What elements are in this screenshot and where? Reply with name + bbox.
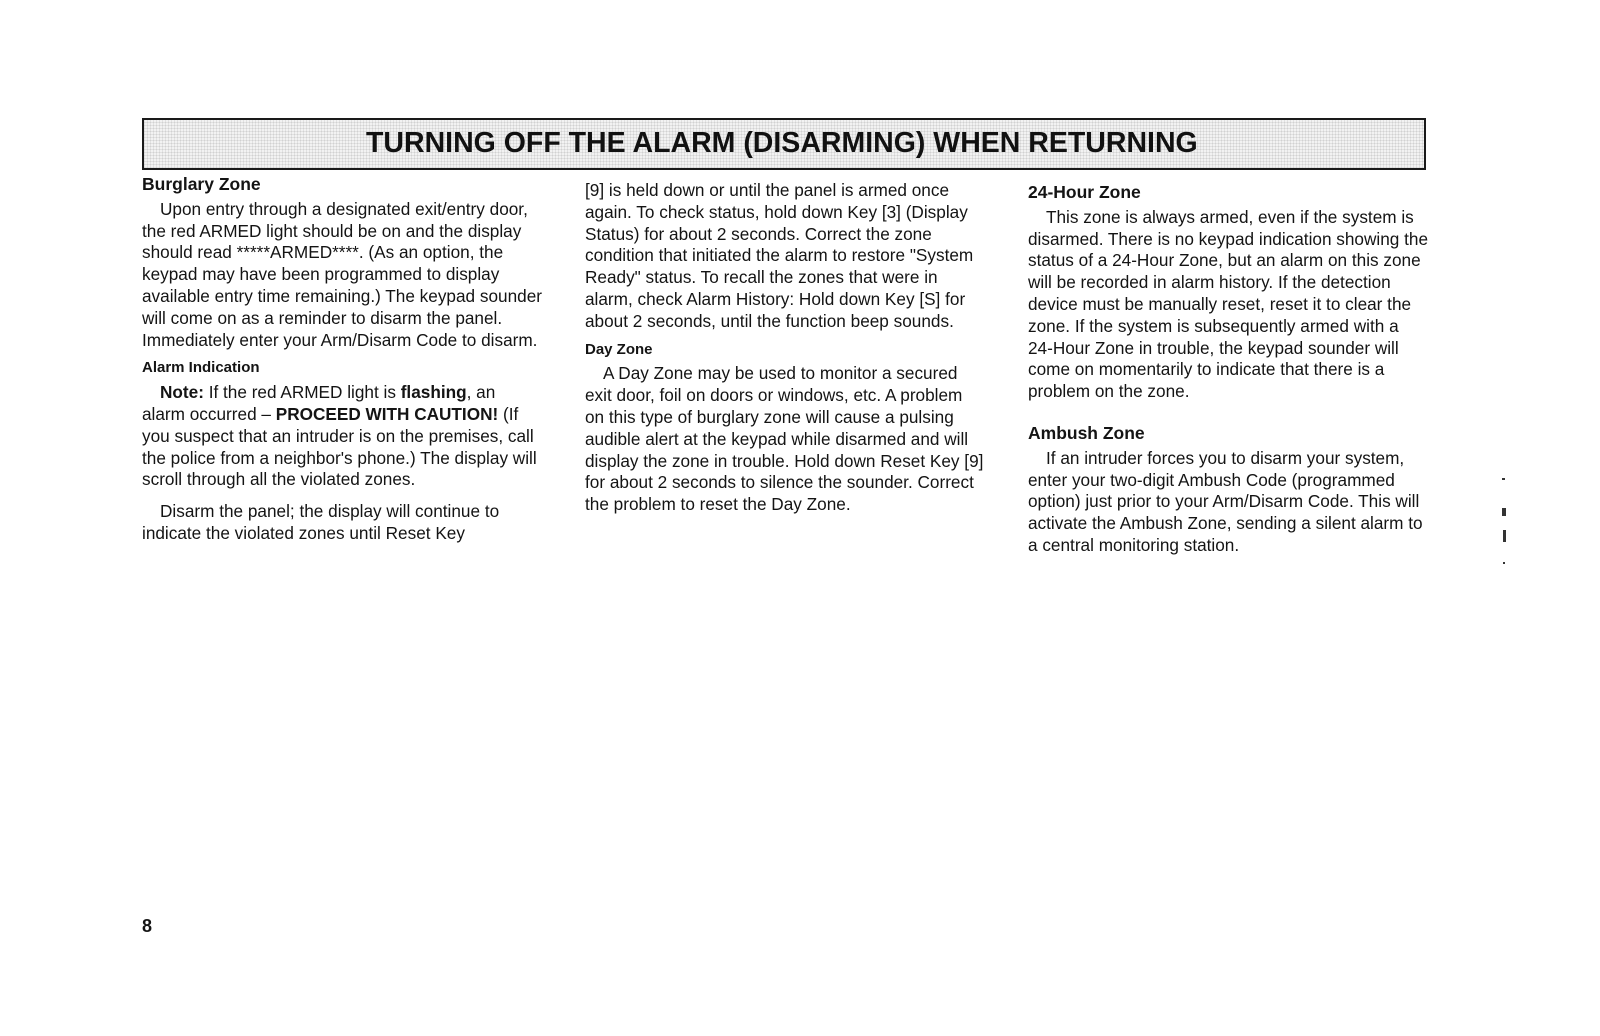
scan-mark bbox=[1503, 562, 1505, 564]
ambush-zone-heading: Ambush Zone bbox=[1028, 422, 1145, 443]
column-right bbox=[1028, 182, 1428, 557]
alarm-indication-heading: Alarm Indication bbox=[142, 359, 260, 377]
scan-mark bbox=[1503, 530, 1506, 542]
day-zone-paragraph: A Day Zone may be used to monitor a secured exit door, foil on doors or windows, etc. A problem on this type of burglary zone will cause a pulsing audible alert at the keypad while disarmed and will display the zone in trouble. Hold down Reset Key [9] for about 2 seconds to silence the sounder. Correct the problem to reset the Day Zone. bbox=[585, 363, 984, 515]
ambush-zone-paragraph: If an intruder forces you to disarm your system, enter your two-digit Ambush Code (programmed option) just prior to your Arm/Disarm Code. This will activate the Ambush Zone, sending a silent alarm to a central monitoring station. bbox=[1028, 447, 1423, 555]
disarm-paragraph: Disarm the panel; the display will continue to indicate the violated zones until Reset Key bbox=[142, 501, 500, 543]
scan-margin-marks bbox=[1500, 478, 1508, 568]
page-number: 8 bbox=[142, 916, 153, 936]
note-flashing-word: flashing bbox=[400, 382, 467, 403]
note-text-part-1: If the red ARMED light is bbox=[203, 382, 401, 403]
burglary-zone-heading: Burglary Zone bbox=[142, 174, 261, 194]
continued-paragraph: [9] is held down or until the panel is armed once again. To check status, hold down Key [3] (Display Status) for about 2 seconds. Correct the zone condition that initiated the alarm to restore "System Ready" status. To recall the zones that were in alarm, check Alarm History: Hold down Key [S] for about 2 seconds, until the function beep sounds. bbox=[585, 180, 974, 331]
section-title: TURNING OFF THE ALARM (DISARMING) WHEN RETURNING bbox=[366, 127, 1198, 159]
24-hour-zone-heading: 24-Hour Zone bbox=[1028, 182, 1141, 202]
note-text-part-2: , an alarm occurred – bbox=[142, 382, 496, 424]
24-hour-zone-paragraph: This zone is always armed, even if the system is disarmed. There is no keypad indication showing the status of a 24-Hour Zone, but an alarm on this zone will be recorded in alarm history. If the detection device must be manually reset, reset it to clear the zone. If the system is subsequently armed with a 24-Hour Zone in trouble, the keypad sounder will come on momentarily to indicate that there is a problem on the zone. bbox=[1028, 206, 1429, 402]
alarm-note-paragraph bbox=[142, 382, 542, 491]
burglary-zone-paragraph: Upon entry through a designated exit/entry door, the red ARMED light should be on and the display should read *****ARMED****. (As an option, the keypad may have been programmed to display available entry time remaining.) The keypad sounder will come on as a reminder to disarm the panel. Immediately enter your Arm/Disarm Code to disarm. bbox=[142, 198, 542, 350]
note-caution-warning: PROCEED WITH CAUTION! bbox=[275, 403, 499, 424]
column-middle bbox=[585, 180, 985, 516]
scan-mark bbox=[1502, 508, 1506, 516]
scan-mark bbox=[1502, 478, 1505, 480]
day-zone-heading: Day Zone bbox=[585, 340, 653, 358]
note-text-part-3: (If you suspect that an intruder is on the premises, call the police from a neighbor's phone.) The display will scroll through all the violated zones. bbox=[142, 403, 537, 490]
note-label: Note: bbox=[160, 382, 204, 403]
column-left bbox=[142, 174, 542, 545]
